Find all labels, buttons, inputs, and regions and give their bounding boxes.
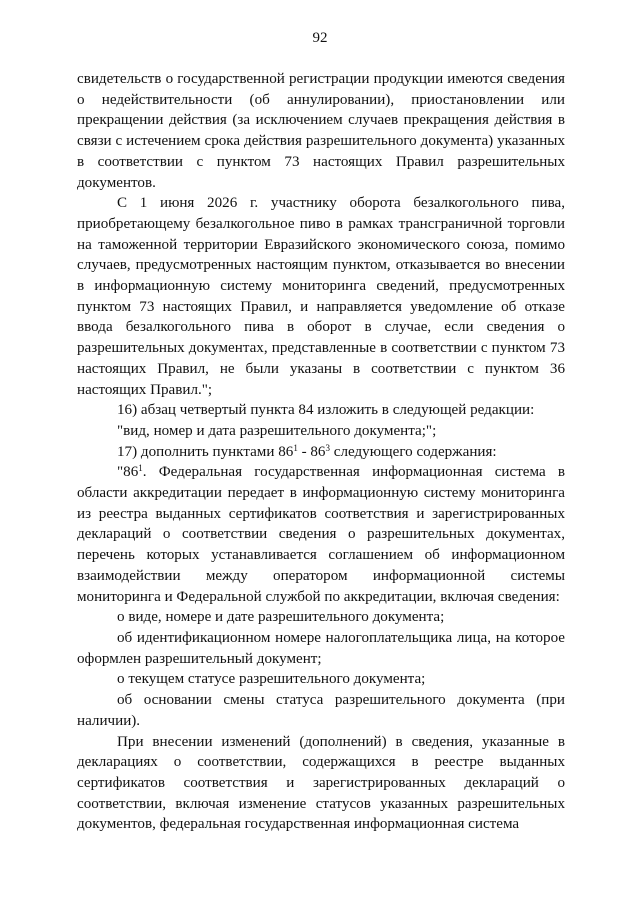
paragraph-list-status: о текущем статусе разрешительного документа; [117, 671, 426, 688]
paragraph-86-1 [77, 462, 565, 607]
document-body [77, 69, 565, 835]
paragraph-item-16: 16) абзац четвертый пункта 84 изложить в следующей редакции: [117, 402, 535, 419]
paragraph-list-inn: об идентификационном номере налогоплательщика лица, на которое оформлен разрешительный документ; [77, 629, 565, 667]
paragraph-item-17 [77, 442, 565, 463]
item-17-post: следующего содержания: [329, 443, 497, 460]
paragraph-item-16-text: "вид, номер и дата разрешительного документа;"; [117, 422, 437, 439]
paragraph-june-2026: С 1 июня 2026 г. участнику оборота безалкогольного пива, приобретающему безалкогольное пиво в рамках трансграничной торговли на таможенной территории Евразийского экономического союза, помимо случаев, предусмотренных настоящим пунктом, отказывается во внесении в информационную систему мониторинга сведений, предусмотренных пунктом 73 настоящих Правил, и направляется уведомление об отказе ввода безалкогольного пива в оборот в случае, если сведения о разрешительных документах, представленные в соответствии с пунктом 73 настоящих Правил, не были указаны в соответствии с пунктом 36 настоящих Правил."; [77, 195, 565, 398]
paragraph-list-type: о виде, номере и дате разрешительного документа; [117, 609, 445, 626]
p86-sup1: 1 [138, 463, 143, 474]
page-number: 92 [312, 30, 328, 46]
paragraph-list-reason: об основании смены статуса разрешительного документа (при наличии). [77, 692, 565, 729]
item-17-mid: - 86 [297, 443, 326, 460]
paragraph-changes: При внесении изменений (дополнений) в сведения, указанные в декларациях о соответствии, содержащихся в реестре выданных сертификатов соответствия и зарегистрированных деклараций о соответствии, включая изменение статусов указанных разрешительных документов, федеральная государственная информационная система [77, 733, 565, 833]
p86-pre: "86 [117, 464, 139, 481]
item-17-sup2: 3 [325, 442, 330, 453]
paragraph-continuation: свидетельств о государственной регистрации продукции имеются сведения о недействительности (об аннулировании), приостановлении или прекращении действия (за исключением случаев прекращения действия в связи с истечением срока действия разрешительного документа) указанных в соответствии с пунктом 73 настоящих Правил разрешительных документов. [77, 71, 565, 191]
p86-post: . Федеральная государственная информационная система в области аккредитации передает в информационную систему мониторинга из реестра выданных сертификатов соответствия и зарегистрированных деклараций о соответствии сведения о разрешительных документах, перечень которых устанавливается соглашением об информационном взаимодействии между оператором информационной системы мониторинга и Федеральной службой по аккредитации, включая сведения: [77, 464, 565, 605]
item-17-sup1: 1 [293, 442, 298, 453]
item-17-pre: 17) дополнить пунктами 86 [117, 443, 294, 460]
